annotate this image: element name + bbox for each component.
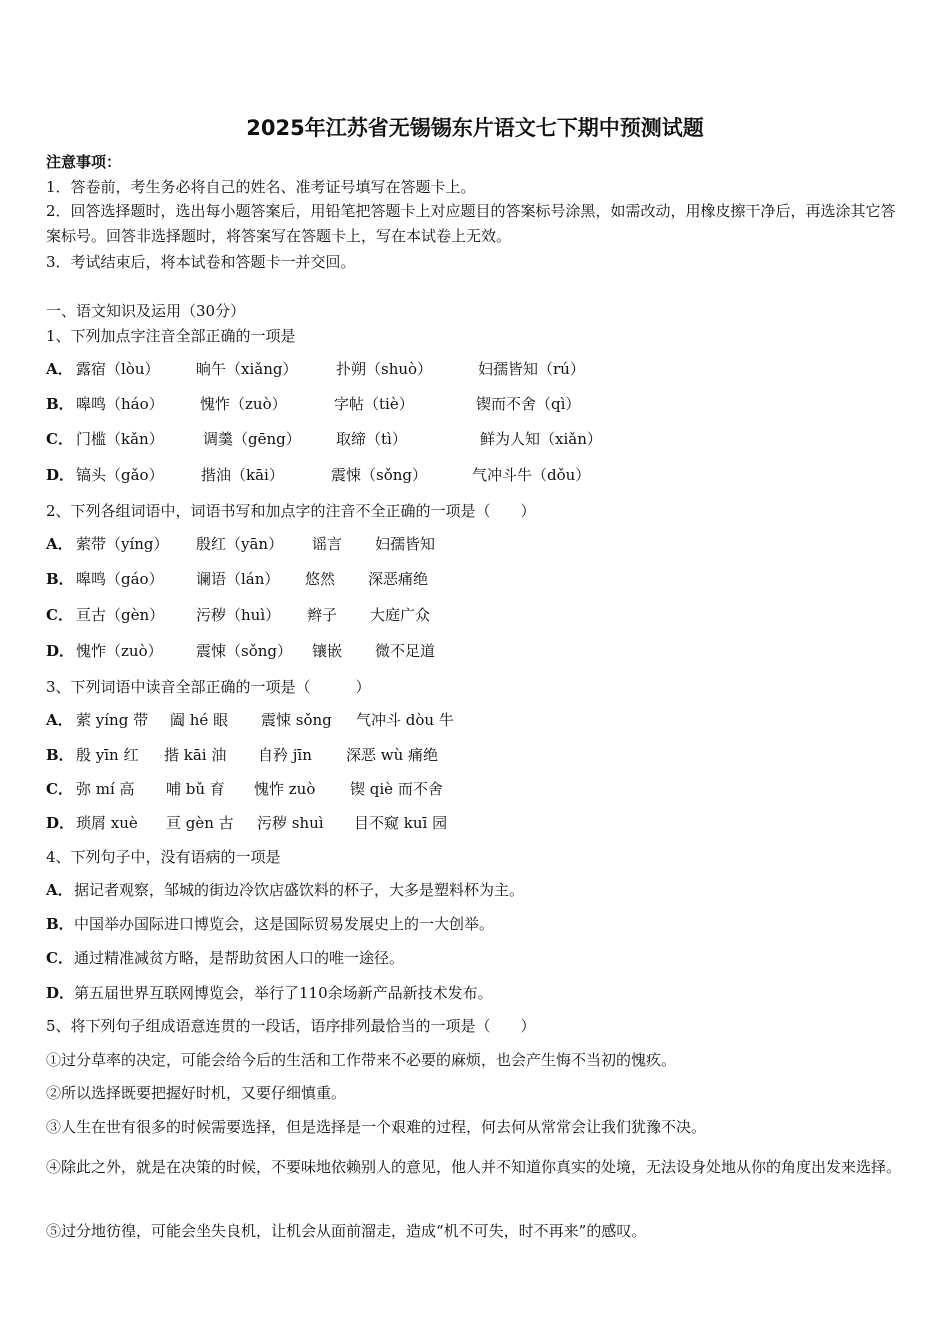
option-label: C． [46, 430, 73, 448]
option-item: 镶嵌 [312, 642, 343, 660]
page-title: 2025年江苏省无锡锡东片语文七下期中预测试题 [246, 116, 704, 140]
q3-stem: 3、下列词语中读音全部正确的一项是（ ） [46, 678, 371, 696]
option-text: 据记者观察，邹城的街边冷饮店盛饮料的杯子，大多是塑料杯为主。 [74, 881, 525, 899]
q3-option-d [46, 813, 448, 833]
q5-stem: 5、将下列句子组成语意连贯的一段话，语序排列最恰当的一项是（ ） [46, 1017, 536, 1035]
option-label: B． [46, 746, 74, 764]
option-item: 气冲斗 dòu 牛 [356, 711, 454, 729]
q3-option-c [46, 779, 443, 799]
option-label: A． [46, 711, 73, 729]
q4-stem: 4、下列句子中，没有语病的一项是 [46, 848, 281, 866]
option-item: 门槛（kǎn） [76, 430, 164, 448]
option-item: 扑朔（shuò） [336, 360, 433, 378]
option-item: 微不足道 [375, 642, 436, 660]
option-label: C． [46, 606, 73, 624]
option-item: 哺 bǔ 育 [166, 780, 225, 798]
q2-stem: 2、下列各组词语中，词语书写和加点字的注音不全正确的一项是（ ） [46, 502, 536, 520]
q2-option-b [46, 569, 429, 589]
option-label: A． [46, 535, 73, 553]
option-label: D． [46, 814, 75, 832]
option-item: 殷 yīn 红 [76, 746, 139, 764]
option-label: D． [46, 984, 75, 1002]
option-item: 谣言 [312, 535, 343, 553]
q2-option-c [46, 605, 431, 625]
q5-sentence-2: ②所以选择既要把握好时机，又要仔细慎重。 [46, 1084, 347, 1102]
option-label: A． [46, 360, 73, 378]
option-item: 愧怍（zuò） [76, 642, 163, 660]
option-item: 取缔（tì） [336, 430, 407, 448]
q5-sentence-4: ④除此之外，就是在决策的时候，不要味地依赖别人的意见，他人并不知道你真实的处境，无法设身处地从你的角度出发来选择。 [46, 1158, 902, 1176]
q3-option-a [46, 710, 454, 730]
option-item: 愧怍 zuò [254, 780, 316, 798]
option-item: 妇孺皆知 [375, 535, 436, 553]
option-item: 揩 kāi 油 [164, 746, 227, 764]
option-item: 深恶痛绝 [368, 570, 429, 588]
q4-option-b [46, 914, 494, 934]
option-item: 深恶 wù 痛绝 [346, 746, 439, 764]
option-item: 晌午（xiǎng） [196, 360, 298, 378]
option-item: 弥 mí 高 [76, 780, 135, 798]
option-item: 震悚（sǒng） [331, 466, 427, 484]
notice-item-3: 3．考试结束后，将本试卷和答题卡一并交回。 [46, 253, 356, 271]
option-item: 揩油（kāi） [201, 466, 284, 484]
q5-sentence-1: ①过分草率的决定，可能会给今后的生活和工作带来不必要的麻烦，也会产生悔不当初的愧疚。 [46, 1051, 677, 1069]
option-item: 露宿（lòu） [76, 360, 160, 378]
option-text: 通过精准减贫方略，是帮助贫困人口的唯一途径。 [74, 949, 405, 967]
option-item: 污秽 shuì [257, 814, 324, 832]
option-item: 阖 hé 眼 [170, 711, 229, 729]
option-item: 震悚 sǒng [261, 711, 332, 729]
option-label: B． [46, 395, 74, 413]
section-heading: 一、语文知识及运用（30分） [46, 302, 246, 320]
q1-option-b [46, 394, 581, 414]
q2-option-a [46, 534, 436, 554]
option-text: 中国举办国际进口博览会，这是国际贸易发展史上的一大创举。 [74, 915, 495, 933]
option-item: 萦带（yíng） [76, 535, 169, 553]
q4-option-c [46, 948, 404, 968]
option-item: 萦 yíng 带 [76, 711, 149, 729]
option-label: B． [46, 915, 74, 933]
option-item: 悠然 [305, 570, 336, 588]
q4-option-d [46, 983, 493, 1003]
q2-option-d [46, 641, 436, 661]
q4-option-a [46, 880, 524, 900]
q5-sentence-5: ⑤过分地彷徨，可能会坐失良机，让机会从面前溜走，造成“机不可失，时不再来”的感叹。 [46, 1222, 647, 1240]
q3-option-b [46, 745, 439, 765]
option-item: 锲 qiè 而不舍 [350, 780, 443, 798]
option-item: 调羹（gēng） [203, 430, 301, 448]
option-label: C． [46, 949, 73, 967]
option-item: 谰语（lán） [196, 570, 280, 588]
option-text: 第五届世界互联网博览会，举行了110余场新产品新技术发布。 [74, 984, 493, 1002]
q5-sentence-3: ③人生在世有很多的时候需要选择，但是选择是一个艰难的过程，何去何从常常会让我们犹豫不决。 [46, 1118, 707, 1136]
notice-item-2: 2．回答选择题时，选出每小题答案后，用铅笔把答题卡上对应题目的答案标号涂黑，如需改动，用橡皮擦干净后，再选涂其它答案标号。回答非选择题时，将答案写在答题卡上，写在本试卷上无效。 [46, 202, 896, 245]
notice-heading: 注意事项： [46, 153, 122, 171]
option-item: 辫子 [307, 606, 338, 624]
option-label: D． [46, 466, 75, 484]
q1-option-d [46, 465, 591, 485]
option-item: 嗥鸣（gáo） [76, 570, 164, 588]
option-item: 震悚（sǒng） [196, 642, 292, 660]
option-item: 锲而不舍（qì） [476, 395, 581, 413]
option-label: D． [46, 642, 75, 660]
q1-option-c [46, 429, 602, 449]
option-item: 污秽（huì） [196, 606, 281, 624]
option-item: 气冲斗牛（dǒu） [472, 466, 591, 484]
option-item: 愧怍（zuò） [200, 395, 287, 413]
q1-option-a [46, 359, 585, 379]
option-item: 嗥鸣（háo） [76, 395, 164, 413]
option-item: 大庭广众 [370, 606, 431, 624]
option-label: C． [46, 780, 73, 798]
option-item: 目不窥 kuī 园 [354, 814, 448, 832]
option-item: 字帖（tiè） [334, 395, 414, 413]
option-label: A． [46, 881, 73, 899]
option-item: 自矜 jīn [258, 746, 312, 764]
option-label: B． [46, 570, 74, 588]
option-item: 亘 gèn 古 [166, 814, 234, 832]
option-item: 镐头（gǎo） [76, 466, 164, 484]
q1-stem: 1、下列加点字注音全部正确的一项是 [46, 327, 296, 345]
option-item: 琐屑 xuè [76, 814, 138, 832]
option-item: 鲜为人知（xiǎn） [480, 430, 602, 448]
option-item: 殷红（yān） [196, 535, 284, 553]
notice-item-1: 1．答卷前，考生务必将自己的姓名、准考证号填写在答题卡上。 [46, 178, 476, 196]
option-item: 亘古（gèn） [76, 606, 165, 624]
option-item: 妇孺皆知（rú） [478, 360, 585, 378]
